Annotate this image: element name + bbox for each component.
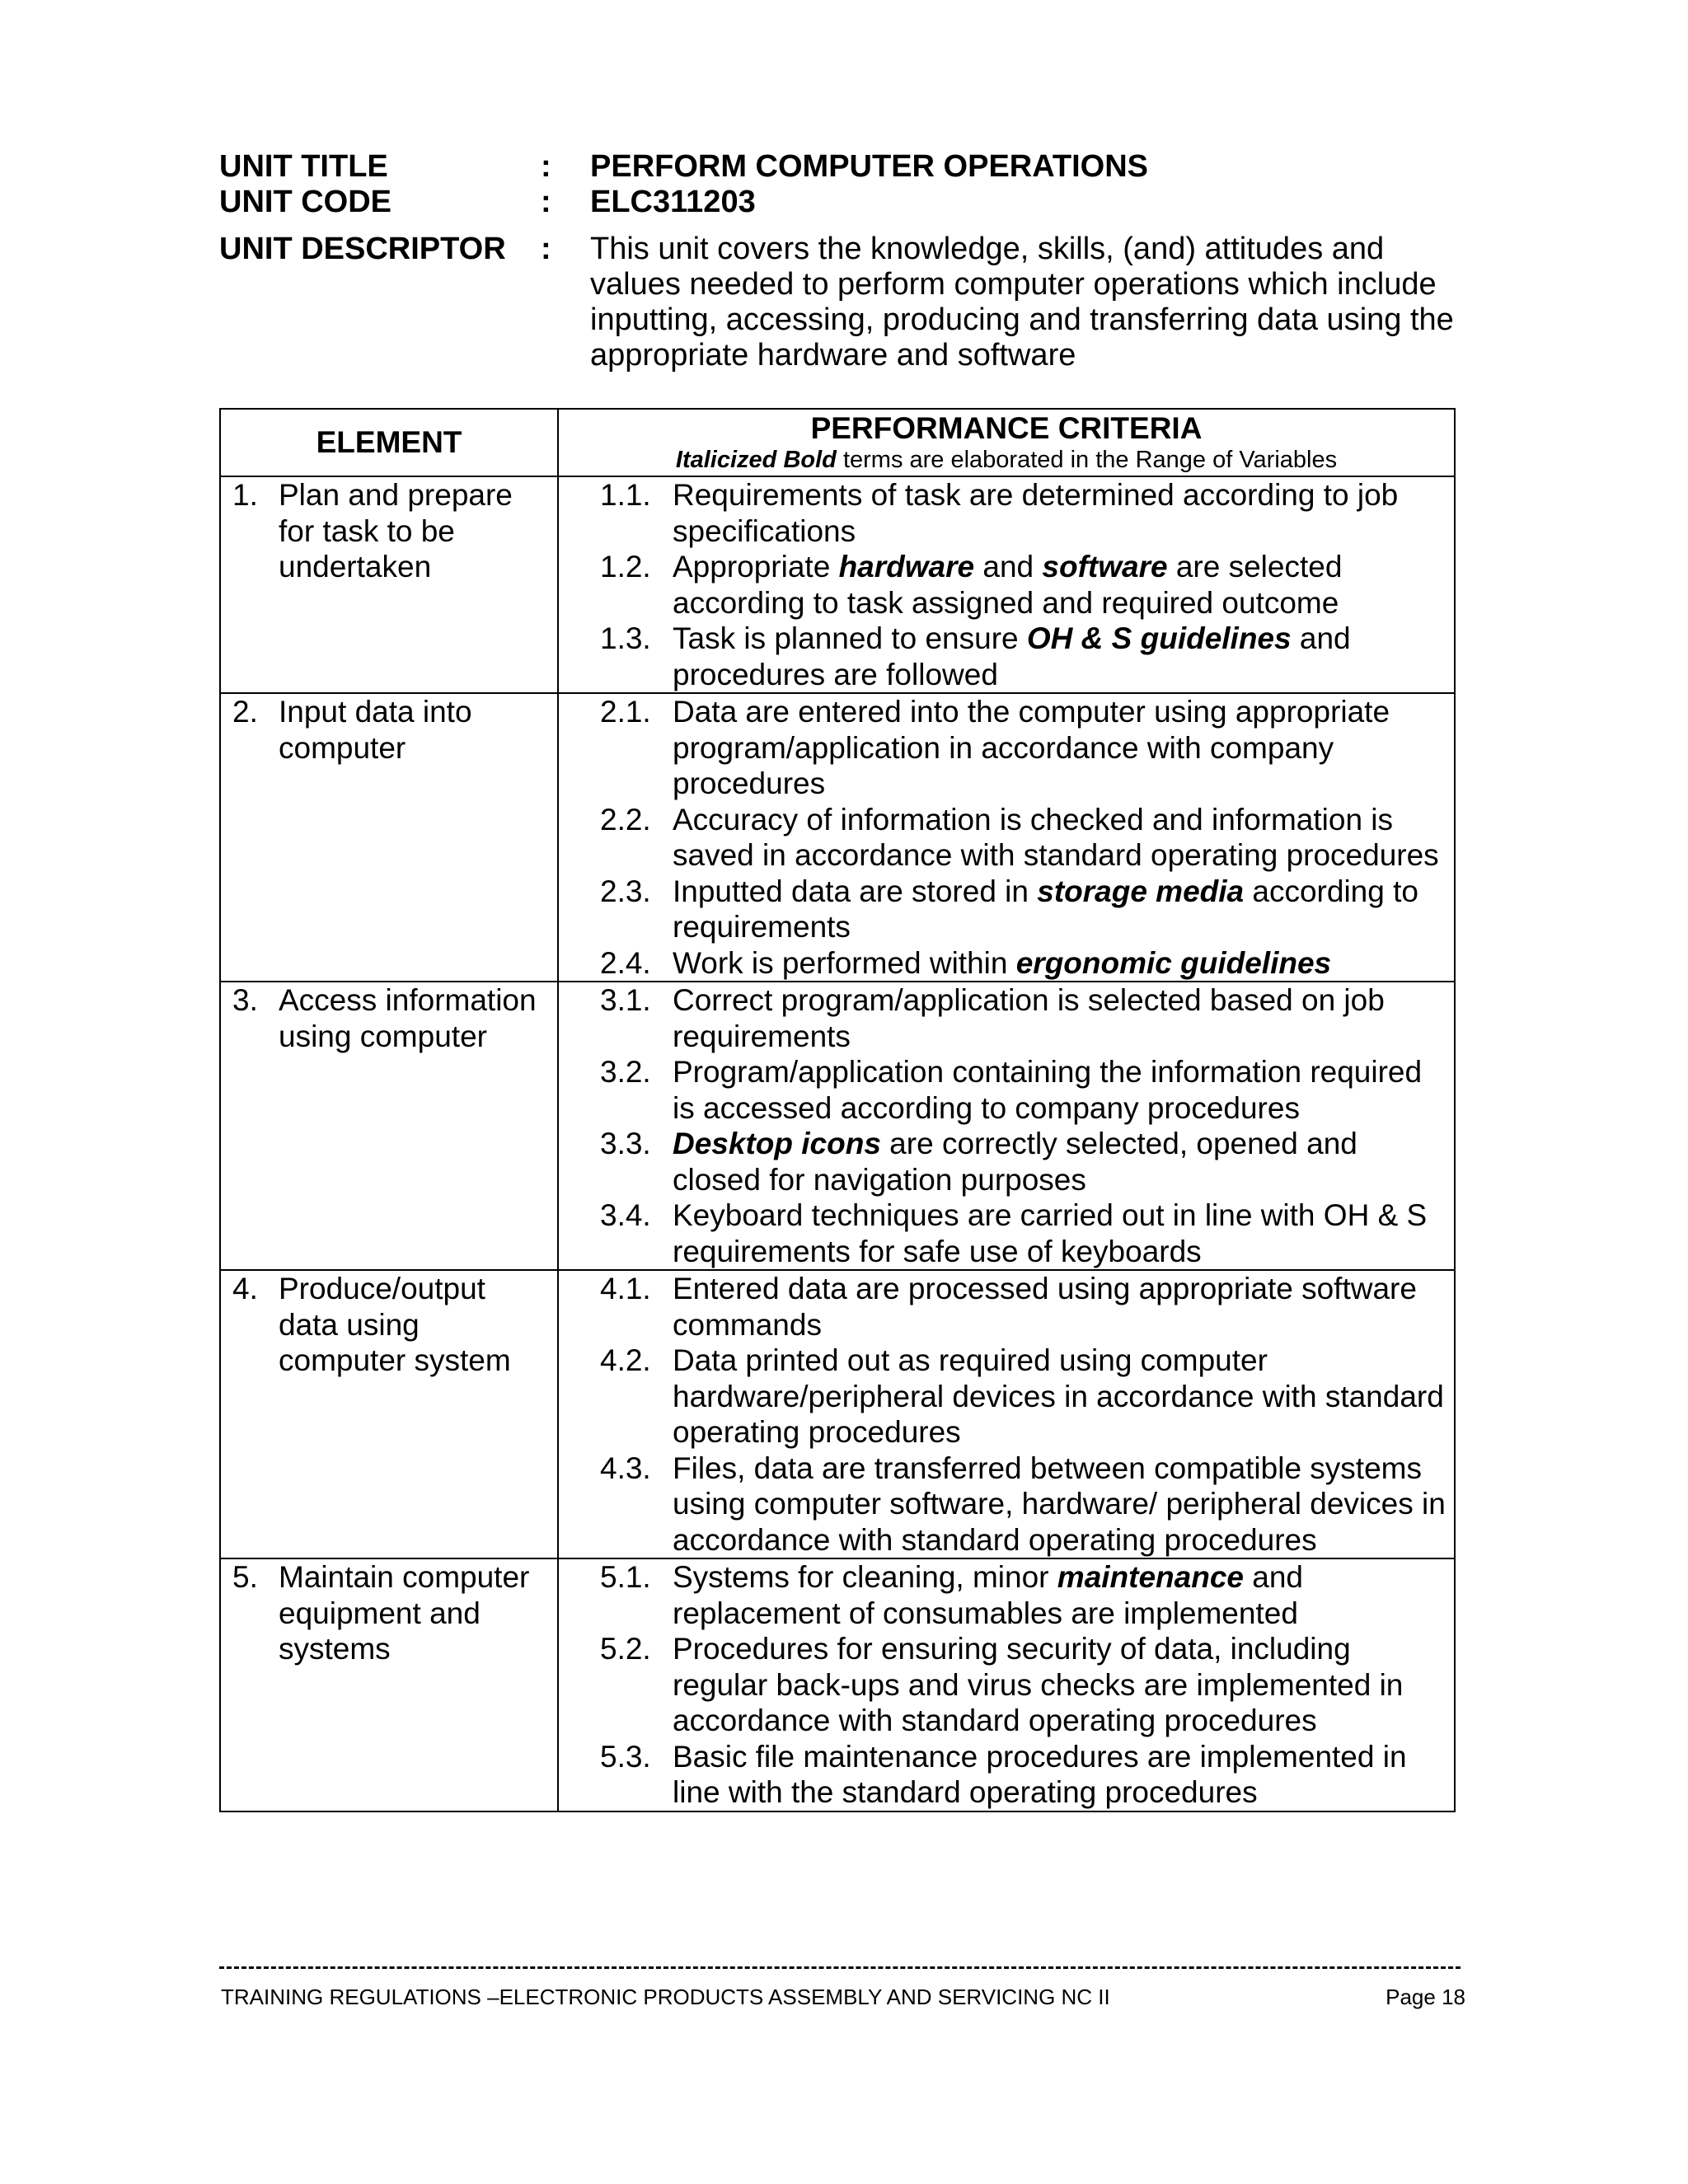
colon: :: [541, 232, 551, 266]
criteria-fragment: Entered data are processed using appropriate software commands: [673, 1272, 1417, 1342]
criteria-item: [559, 1271, 1454, 1343]
criteria-fragment: Procedures for ensuring security of data, including regular back-ups and virus checks are implemented in accordance with standard operating procedures: [673, 1632, 1404, 1737]
criteria-fragment: Keyboard techniques are carried out in line with OH & S requirements for safe use of keyboards: [673, 1198, 1428, 1268]
range-term: OH & S guidelines: [1026, 621, 1292, 655]
criteria-item: [559, 1559, 1454, 1631]
footer-divider: [219, 1966, 1461, 1969]
element-cell: [220, 982, 558, 1270]
element-column-header: ELEMENT: [220, 409, 558, 476]
element-text: Maintain computer equipment and systems: [279, 1560, 530, 1666]
criteria-text: [673, 1054, 1446, 1126]
element-number: 1.: [232, 478, 258, 512]
criteria-fragment: are correctly selected, opened and closed for navigation purposes: [673, 1127, 1357, 1197]
criteria-number: 2.1.: [600, 695, 651, 729]
table-body: [220, 476, 1455, 1811]
range-term: ergonomic guidelines: [1015, 945, 1332, 980]
element-cell: [220, 693, 558, 982]
criteria-number: 1.3.: [600, 621, 651, 655]
element-item: [221, 1271, 557, 1379]
criteria-text: [673, 1559, 1446, 1631]
element-item: [221, 1559, 557, 1667]
range-term: maintenance: [1057, 1560, 1244, 1594]
element-text: Input data into computer: [279, 695, 472, 765]
table-row: [220, 693, 1455, 982]
criteria-column-header: [558, 409, 1455, 476]
criteria-note: [559, 446, 1454, 474]
criteria-item: [559, 1054, 1454, 1126]
criteria-text: [673, 1126, 1446, 1197]
table-row: [220, 982, 1455, 1270]
footer-title: TRAINING REGULATIONS –ELECTRONIC PRODUCTS ASSEMBLY AND SERVICING NC II: [221, 1985, 1110, 2009]
criteria-number: 3.1.: [600, 983, 651, 1017]
criteria-note-bold: Italicized Bold: [675, 447, 837, 473]
criteria-number: 1.2.: [600, 550, 651, 583]
criteria-cell: [558, 982, 1455, 1270]
element-text: Access information using computer: [279, 983, 537, 1053]
element-number: 2.: [232, 695, 258, 729]
criteria-number: 3.3.: [600, 1127, 651, 1160]
criteria-fragment: Data are entered into the computer using appropriate program/application in accordance with company procedures: [673, 695, 1390, 800]
range-term: storage media: [1037, 874, 1245, 908]
criteria-fragment: Basic file maintenance procedures are implemented in line with the standard operating procedures: [673, 1739, 1407, 1809]
range-term: Desktop icons: [673, 1127, 881, 1160]
table-row: [220, 1558, 1455, 1811]
criteria-fragment: Correct program/application is selected based on job requirements: [673, 983, 1385, 1053]
criteria-text: [673, 1271, 1446, 1343]
criteria-item: [559, 1343, 1454, 1451]
criteria-fragment: Work is performed within: [673, 945, 1016, 980]
criteria-fragment: and: [974, 550, 1043, 583]
criteria-item: [559, 477, 1454, 549]
criteria-fragment: are selected according to task assigned and required outcome: [673, 550, 1343, 620]
element-item: [221, 477, 557, 585]
criteria-number: 3.4.: [600, 1198, 651, 1232]
table-header-row: [220, 409, 1455, 476]
element-item: [221, 982, 557, 1054]
unit-descriptor-label: UNIT DESCRIPTOR: [219, 232, 506, 266]
element-text: Plan and prepare for task to be undertaken: [279, 478, 513, 583]
criteria-text: [673, 694, 1446, 802]
criteria-item: [559, 1126, 1454, 1197]
element-item: [221, 694, 557, 766]
criteria-text: [673, 1631, 1446, 1739]
criteria-number: 5.3.: [600, 1739, 651, 1774]
criteria-item: [559, 1197, 1454, 1269]
criteria-number: 5.1.: [600, 1560, 651, 1594]
colon: :: [541, 185, 551, 219]
criteria-text: [673, 621, 1446, 692]
unit-code-value: ELC311203: [590, 185, 756, 219]
criteria-number: 3.2.: [600, 1055, 651, 1089]
unit-code-label: UNIT CODE: [219, 185, 392, 219]
criteria-fragment: Requirements of task are determined according to job specifications: [673, 478, 1399, 548]
criteria-text: [673, 982, 1446, 1054]
criteria-fragment: Files, data are transferred between compatible systems using computer software, hardware/ peripheral devices in accordance with standard operating procedures: [673, 1451, 1446, 1557]
criteria-item: [559, 874, 1454, 945]
criteria-item: [559, 549, 1454, 621]
element-number: 5.: [232, 1560, 258, 1594]
element-number: 3.: [232, 983, 258, 1017]
criteria-cell: [558, 1270, 1455, 1558]
criteria-fragment: Appropriate: [673, 550, 839, 583]
criteria-text: [673, 874, 1446, 945]
criteria-item: [559, 1739, 1454, 1811]
range-term: software: [1042, 550, 1168, 583]
criteria-item: [559, 694, 1454, 802]
criteria-item: [559, 1631, 1454, 1739]
unit-descriptor-value: This unit covers the knowledge, skills, (and) attitudes and values needed to perform computer operations which include inputting, accessing, producing and transferring data using the appropriate hardware and software: [590, 232, 1454, 373]
table-row: [220, 476, 1455, 693]
element-cell: [220, 476, 558, 693]
criteria-text: [673, 1451, 1446, 1558]
unit-descriptor-row: [219, 232, 1456, 373]
criteria-number: 1.1.: [600, 478, 651, 512]
criteria-fragment: Task is planned to ensure: [673, 621, 1027, 655]
criteria-number: 2.2.: [600, 802, 651, 837]
criteria-item: [559, 982, 1454, 1054]
criteria-number: 4.3.: [600, 1451, 651, 1485]
unit-title-value: PERFORM COMPUTER OPERATIONS: [590, 149, 1148, 184]
criteria-fragment: according to requirements: [673, 874, 1418, 944]
criteria-item: [559, 621, 1454, 692]
criteria-note-rest: terms are elaborated in the Range of Variables: [836, 447, 1338, 473]
table-row: [220, 1270, 1455, 1558]
criteria-text: [673, 1739, 1446, 1811]
criteria-fragment: Data printed out as required using computer hardware/peripheral devices in accordance with standard operating procedures: [673, 1343, 1444, 1449]
criteria-fragment: and procedures are followed: [673, 621, 1351, 691]
range-term: hardware: [838, 550, 975, 583]
criteria-number: 5.2.: [600, 1632, 651, 1666]
criteria-cell: [558, 476, 1455, 693]
element-number: 4.: [232, 1272, 258, 1305]
criteria-cell: [558, 693, 1455, 982]
criteria-text: [673, 945, 1446, 982]
criteria-item: [559, 802, 1454, 874]
criteria-text: [673, 549, 1446, 621]
unit-code-row: [219, 185, 1456, 220]
criteria-fragment: Systems for cleaning, minor: [673, 1560, 1057, 1594]
criteria-fragment: Program/application containing the information required is accessed according to company procedures: [673, 1055, 1423, 1125]
performance-criteria-table: [219, 408, 1456, 1812]
criteria-item: [559, 1451, 1454, 1558]
criteria-text: [673, 477, 1446, 549]
criteria-fragment: Inputted data are stored in: [673, 874, 1038, 908]
page-number: Page 18: [1386, 1985, 1465, 2009]
criteria-cell: [558, 1558, 1455, 1811]
criteria-text: [673, 802, 1446, 874]
criteria-title: PERFORMANCE CRITERIA: [810, 411, 1203, 445]
criteria-number: 4.1.: [600, 1272, 651, 1305]
unit-title-label: UNIT TITLE: [219, 149, 388, 184]
criteria-item: [559, 945, 1454, 982]
element-cell: [220, 1270, 558, 1558]
criteria-number: 2.4.: [600, 945, 651, 980]
criteria-number: 2.3.: [600, 874, 651, 908]
element-cell: [220, 1558, 558, 1811]
criteria-text: [673, 1343, 1446, 1451]
criteria-fragment: and replacement of consumables are implemented: [673, 1560, 1304, 1630]
criteria-text: [673, 1197, 1446, 1269]
colon: :: [541, 149, 551, 184]
element-text: Produce/output data using computer system: [279, 1272, 511, 1377]
criteria-fragment: Accuracy of information is checked and information is saved in accordance with standard operating procedures: [673, 802, 1439, 872]
unit-title-row: [219, 149, 1456, 185]
criteria-number: 4.2.: [600, 1343, 651, 1377]
